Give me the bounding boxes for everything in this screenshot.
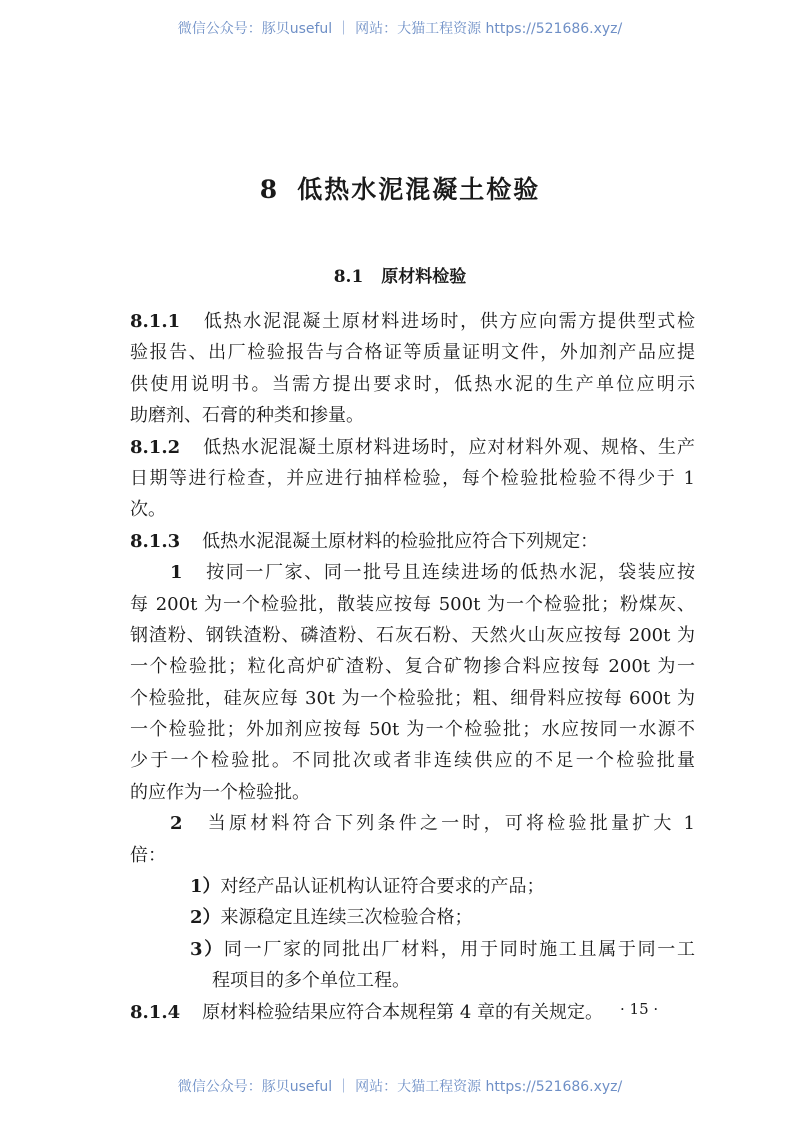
subitem-line <box>130 934 695 965</box>
item-line: 钢渣粉、钢铁渣粉、磷渣粉、石灰石粉、天然火山灰应按每 200t 为 <box>130 624 695 646</box>
watermark-bottom: 微信公众号：豚贝useful ｜ 网站：大猫工程资源 https://521686.xyz/ <box>177 1079 623 1095</box>
chapter-title-text: 低热水泥混凝土检验 <box>297 175 541 204</box>
item-line <box>130 808 695 839</box>
section-title-text: 原材料检验 <box>381 267 467 287</box>
subitem-line <box>130 902 695 933</box>
subitem-text: 同一厂家的同批出厂材料，用于同时施工且属于同一工 <box>223 938 695 960</box>
item-number: 1 <box>170 562 183 584</box>
item-number: 2 <box>170 813 183 835</box>
item-line <box>130 557 695 588</box>
item-line: 的应作为一个检验批。 <box>130 781 310 803</box>
watermark-top: 微信公众号：豚贝useful ｜ 网站：大猫工程资源 https://521686.xyz/ <box>177 21 623 37</box>
item-line: 少于一个检验批。不同批次或者非连续供应的不足一个检验批量 <box>130 750 695 772</box>
item-line: 每 200t 为一个检验批，散装应按每 500t 为一个检验批；粉煤灰、 <box>130 593 695 615</box>
clause-line <box>130 997 695 1028</box>
section-number: 8.1 <box>333 267 364 287</box>
item-line: 倍： <box>130 844 166 866</box>
clause-line <box>130 306 695 337</box>
page-number: · 15 · <box>620 1000 659 1018</box>
clause-line: 次。 <box>130 499 166 521</box>
item-line: 一个检验批；外加剂应按每 50t 为一个检验批；水应按同一水源不 <box>130 719 695 741</box>
clause-number: 8.1.1 <box>130 311 181 332</box>
clause-text: 低热水泥混凝土原材料的检验批应符合下列规定： <box>202 530 599 552</box>
subitem-text: 对经产品认证机构认证符合要求的产品； <box>220 876 545 898</box>
item-line: 个检验批，硅灰应每 30t 为一个检验批；粗、细骨料应按每 600t 为 <box>130 687 695 709</box>
subitem-number: 2） <box>190 907 221 929</box>
section-title <box>0 262 800 287</box>
subitem-number: 1） <box>190 876 221 898</box>
item-line: 一个检验批；粒化高炉矿渣粉、复合矿物掺合料应按每 200t 为一 <box>130 656 695 678</box>
clause-line: 助磨剂、石膏的种类和掺量。 <box>130 405 364 427</box>
subitem-line: 程项目的多个单位工程。 <box>212 970 410 992</box>
clause-line: 供使用说明书。当需方提出要求时，低热水泥的生产单位应明示 <box>130 373 695 395</box>
clause-text: 低热水泥混凝土原材料进场时，应对材料外观、规格、生产 <box>202 436 695 458</box>
subitem-number: 3） <box>190 938 224 960</box>
clause-text: 原材料检验结果应符合本规程第 4 章的有关规定。 <box>202 1001 604 1023</box>
subitem-line <box>130 871 695 902</box>
clause-text: 低热水泥混凝土原材料进场时，供方应向需方提供型式检 <box>202 311 695 332</box>
item-text: 按同一厂家、同一批号且连续进场的低热水泥，袋装应按 <box>204 562 695 584</box>
item-text: 当原材料符合下列条件之一时，可将检验批量扩大 1 <box>204 813 695 835</box>
clause-line: 验报告、出厂检验报告与合格证等质量证明文件，外加剂产品应提 <box>130 342 695 364</box>
chapter-title <box>0 170 800 206</box>
clause-line <box>130 432 695 463</box>
clause-number: 8.1.3 <box>130 530 181 552</box>
subitem-text: 来源稳定且连续三次检验合格； <box>220 907 473 929</box>
chapter-number: 8 <box>259 175 280 204</box>
clause-number: 8.1.2 <box>130 436 181 458</box>
document-body <box>130 306 695 1028</box>
clause-line <box>130 526 695 557</box>
clause-line: 日期等进行检查，并应进行抽样检验，每个检验批检验不得少于 1 <box>130 467 695 489</box>
clause-number: 8.1.4 <box>130 1001 181 1023</box>
